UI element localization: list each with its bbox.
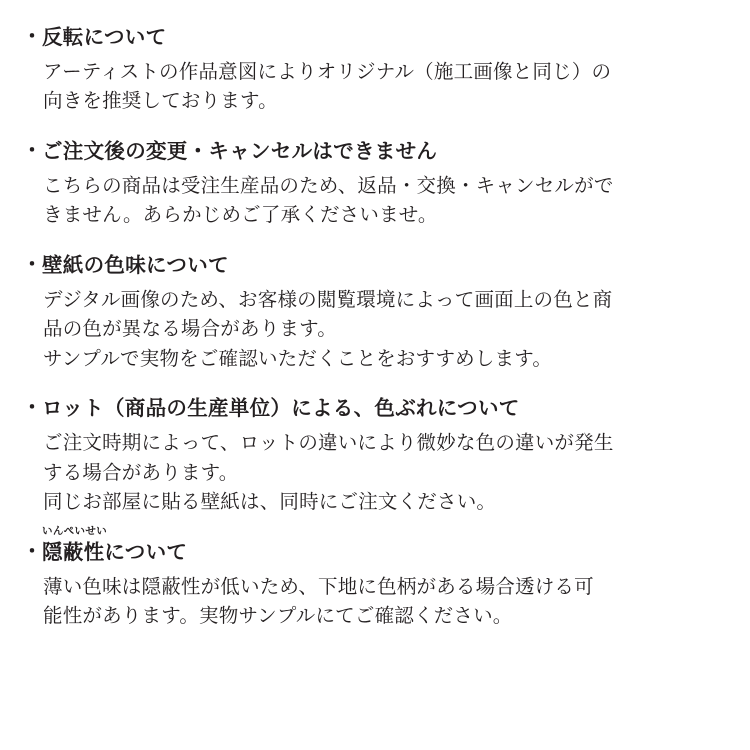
note-body-lot-color-variation xyxy=(22,429,724,518)
note-heading-reversal xyxy=(22,24,724,52)
bullet-icon: ・ xyxy=(22,540,43,563)
bullet-icon: ・ xyxy=(22,253,43,276)
note-body-line: アーティストの作品意図によりオリジナル（施工画像と同じ）の xyxy=(43,60,612,83)
note-body-line: 能性があります。実物サンプルにてご確認ください。 xyxy=(43,605,513,628)
note-heading-text: 隠蔽性について xyxy=(42,540,188,564)
note-body-opacity xyxy=(22,573,724,632)
note-block-reversal xyxy=(22,24,724,117)
note-heading-text: ロット（商品の生産単位）による、色ぶれについて xyxy=(42,397,520,421)
note-heading-text: 反転について xyxy=(42,26,167,49)
note-heading-no-changes-after-order xyxy=(22,138,724,166)
ruby-annotation: いんぺいせい xyxy=(42,524,108,537)
note-body-line: 同じお部屋に貼る壁紙は、同時にご注文ください。 xyxy=(43,491,497,514)
heading-wrap-reversal xyxy=(22,24,724,52)
note-body-no-changes-after-order xyxy=(22,172,724,231)
heading-wrap-opacity xyxy=(22,524,724,567)
note-body-line: デジタル画像のため、お客様の閲覧環境によって画面上の色と商 xyxy=(43,288,613,311)
note-body-line: 向きを推奨しております。 xyxy=(43,90,278,113)
note-body-line: ご注文時期によって、ロットの違いにより微妙な色の違いが発生 xyxy=(43,432,614,455)
note-body-line: 薄い色味は隠蔽性が低いため、下地に色柄がある場合透ける可 xyxy=(43,575,594,598)
note-body-line: こちらの商品は受注生産品のため、返品・交換・キャンセルがで xyxy=(43,174,614,197)
bullet-icon: ・ xyxy=(22,139,43,162)
note-heading-text: ご注文後の変更・キャンセルはできません xyxy=(42,139,438,163)
note-body-line: する場合があります。 xyxy=(43,461,239,484)
note-heading-lot-color-variation xyxy=(22,395,724,423)
note-body-line: サンプルで実物をご確認いただくことをおすすめします。 xyxy=(43,347,553,370)
note-body-line: きません。あらかじめご了承くださいませ。 xyxy=(43,204,438,227)
note-block-lot-color-variation xyxy=(22,395,724,518)
note-heading-wallpaper-color xyxy=(22,252,724,280)
note-body-reversal xyxy=(22,58,724,117)
note-block-wallpaper-color xyxy=(22,252,724,375)
note-body-line: 品の色が異なる場合があります。 xyxy=(43,318,337,341)
note-heading-text: 壁紙の色味について xyxy=(42,253,229,277)
note-heading-opacity xyxy=(22,539,724,567)
bullet-icon: ・ xyxy=(22,397,43,420)
note-block-opacity xyxy=(22,524,724,632)
note-block-no-changes-after-order xyxy=(22,138,724,231)
bullet-icon: ・ xyxy=(22,26,43,48)
note-body-wallpaper-color xyxy=(22,286,724,375)
